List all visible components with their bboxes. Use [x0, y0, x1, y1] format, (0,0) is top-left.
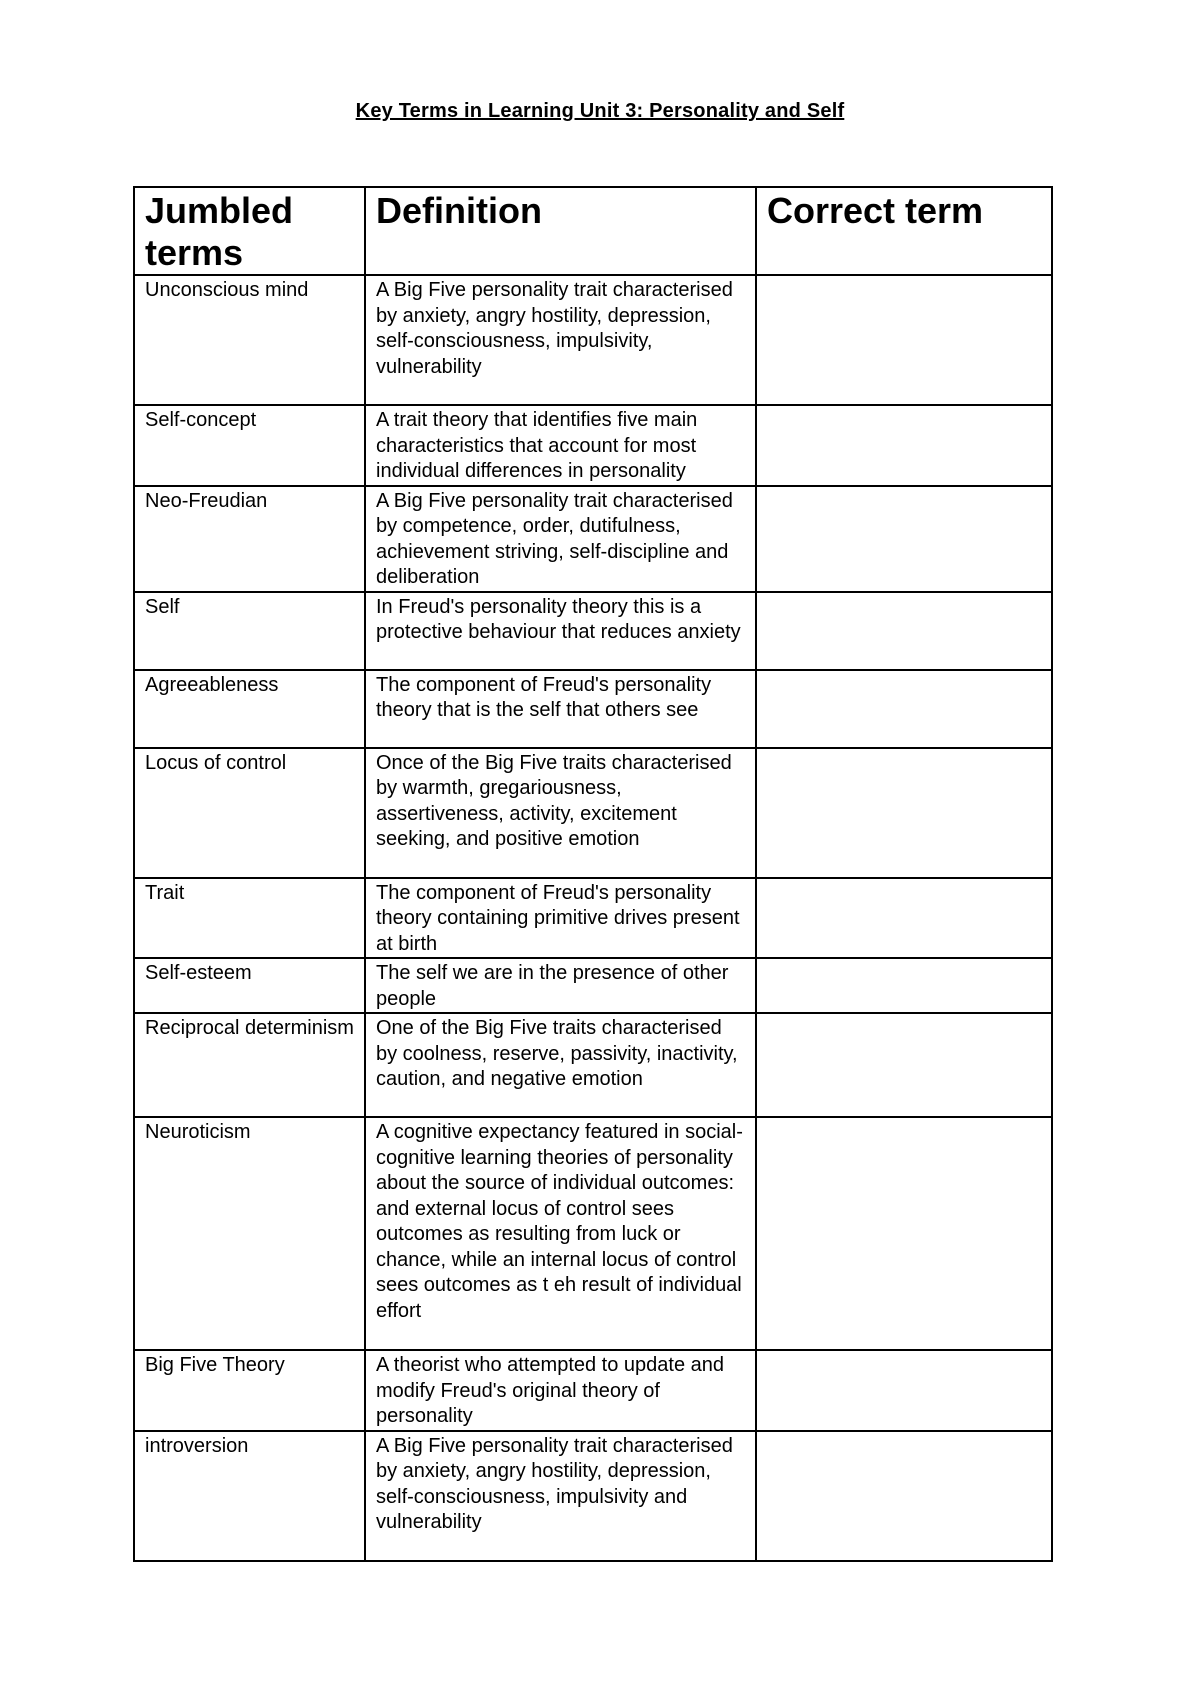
definition-cell: A cognitive expectancy featured in social-cognitive learning theories of personality about the source of individual outcomes: and external locus of control sees outcomes as resulting from luck or chance, while an internal locus of control sees outcomes as t eh result of individual effort	[365, 1117, 756, 1350]
definition-cell: The component of Freud's personality theory that is the self that others see	[365, 670, 756, 748]
correct-term-cell[interactable]	[756, 405, 1052, 486]
definition-cell: A Big Five personality trait characterised by anxiety, angry hostility, depression, self-consciousness, impulsivity and vulnerability	[365, 1431, 756, 1561]
jumbled-term-cell: Self-esteem	[134, 958, 365, 1013]
jumbled-term-cell: Trait	[134, 878, 365, 959]
header-definition: Definition	[365, 187, 756, 275]
page-title: Key Terms in Learning Unit 3: Personality and Self	[355, 100, 845, 122]
correct-term-cell[interactable]	[756, 1117, 1052, 1350]
correct-term-cell[interactable]	[756, 748, 1052, 878]
correct-term-cell[interactable]	[756, 1013, 1052, 1117]
definition-cell: One of the Big Five traits characterised by coolness, reserve, passivity, inactivity, caution, and negative emotion	[365, 1013, 756, 1117]
table-row	[134, 670, 1052, 748]
jumbled-term-cell: Locus of control	[134, 748, 365, 878]
jumbled-term-cell: Self	[134, 592, 365, 670]
correct-term-cell[interactable]	[756, 592, 1052, 670]
jumbled-term-cell: Reciprocal determinism	[134, 1013, 365, 1117]
table-row	[134, 1431, 1052, 1561]
table-header-row	[134, 187, 1052, 275]
jumbled-term-cell: Neuroticism	[134, 1117, 365, 1350]
correct-term-cell[interactable]	[756, 1350, 1052, 1431]
key-terms-table	[133, 186, 1053, 1562]
definition-cell: A Big Five personality trait characterised by anxiety, angry hostility, depression, self-consciousness, impulsivity, vulnerability	[365, 275, 756, 405]
definition-cell: Once of the Big Five traits characterised by warmth, gregariousness, assertiveness, activity, excitement seeking, and positive emotion	[365, 748, 756, 878]
correct-term-cell[interactable]	[756, 1431, 1052, 1561]
table-row	[134, 1350, 1052, 1431]
definition-cell: In Freud's personality theory this is a protective behaviour that reduces anxiety	[365, 592, 756, 670]
correct-term-cell[interactable]	[756, 670, 1052, 748]
header-jumbled-terms: Jumbled terms	[134, 187, 365, 275]
jumbled-term-cell: Self-concept	[134, 405, 365, 486]
table-row	[134, 486, 1052, 592]
correct-term-cell[interactable]	[756, 486, 1052, 592]
table-row	[134, 405, 1052, 486]
definition-cell: A Big Five personality trait characterised by competence, order, dutifulness, achievement striving, self-discipline and deliberation	[365, 486, 756, 592]
jumbled-term-cell: Neo-Freudian	[134, 486, 365, 592]
table-row	[134, 592, 1052, 670]
jumbled-term-cell: Unconscious mind	[134, 275, 365, 405]
definition-cell: A theorist who attempted to update and modify Freud's original theory of personality	[365, 1350, 756, 1431]
definition-cell: A trait theory that identifies five main characteristics that account for most individual differences in personality	[365, 405, 756, 486]
correct-term-cell[interactable]	[756, 275, 1052, 405]
header-correct-term: Correct term	[756, 187, 1052, 275]
correct-term-cell[interactable]	[756, 958, 1052, 1013]
jumbled-term-cell: introversion	[134, 1431, 365, 1561]
correct-term-cell[interactable]	[756, 878, 1052, 959]
table-row	[134, 1117, 1052, 1350]
table-row	[134, 958, 1052, 1013]
definition-cell: The component of Freud's personality theory containing primitive drives present at birth	[365, 878, 756, 959]
definition-cell: The self we are in the presence of other people	[365, 958, 756, 1013]
table-row	[134, 1013, 1052, 1117]
table-row	[134, 748, 1052, 878]
table-row	[134, 878, 1052, 959]
table-row	[134, 275, 1052, 405]
jumbled-term-cell: Agreeableness	[134, 670, 365, 748]
jumbled-term-cell: Big Five Theory	[134, 1350, 365, 1431]
